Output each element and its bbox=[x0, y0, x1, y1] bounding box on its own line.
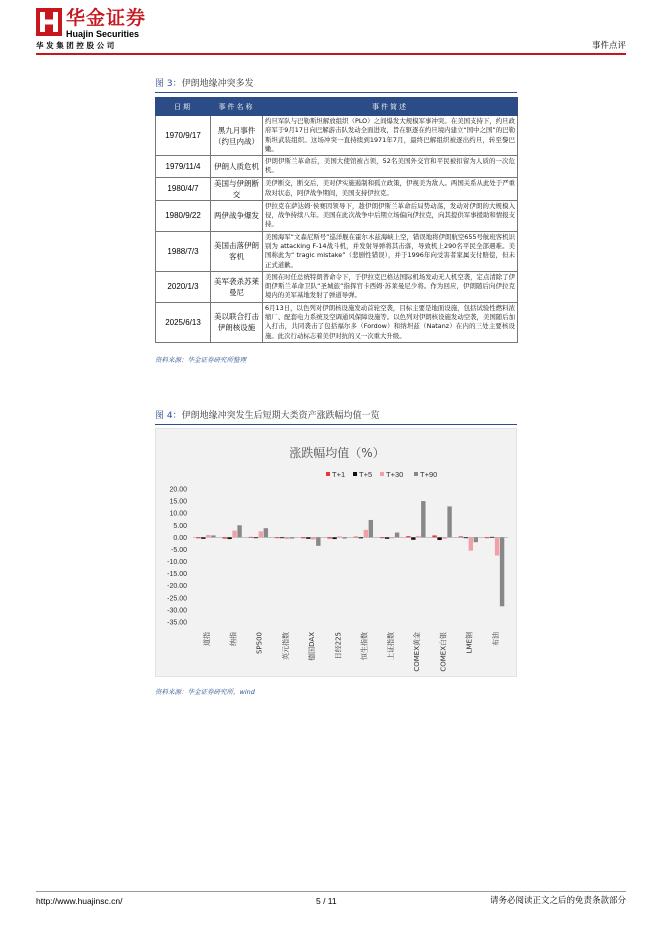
bar-tplus30 bbox=[390, 537, 394, 538]
bar-tplus90 bbox=[264, 528, 268, 537]
huajin-logo-icon bbox=[36, 8, 62, 36]
bar-tplus30 bbox=[337, 536, 341, 537]
bar-tplus30 bbox=[259, 531, 263, 537]
footer-url[interactable]: http://www.huajinsc.cn/ bbox=[36, 896, 123, 906]
y-tick-label: 10.00 bbox=[169, 510, 187, 518]
bar-tplus30 bbox=[495, 537, 499, 555]
row-desc: 约旦军队与巴勒斯坦解放组织（PLO）之间爆发大规模军事冲突。在美国支持下，约旦政府军于9月17日向巴解游击队发动全面进攻，旨在驱逐在约旦境内建立“国中之国”的巴勒斯坦武装组织。这场冲突一直持续到1971年7月，最终巴解组织被逐出约旦，转至黎巴嫩。 bbox=[263, 116, 518, 156]
y-tick-label: 20.00 bbox=[169, 486, 187, 494]
x-category-label: SP500 bbox=[255, 632, 264, 655]
bar-tplus1 bbox=[485, 537, 489, 538]
figure4-title bbox=[155, 410, 380, 422]
row-desc: 伊朗伊斯兰革命后，美国大使馆被占领，52名美国外交官和平民被扣留为人质的一次危机。 bbox=[263, 156, 518, 178]
table-row bbox=[156, 271, 518, 302]
row-date: 1988/7/3 bbox=[156, 231, 211, 271]
y-tick-label: -15.00 bbox=[167, 571, 187, 579]
table-row bbox=[156, 231, 518, 271]
bar-tplus1 bbox=[301, 537, 305, 538]
row-desc: 伊拉克在萨达姆·侯赛因领导下，趁伊朗伊斯兰革命后局势动荡，发动对伊朗的大规模入侵，战争持续八年。美国在此次战争中后期立场偏向伊拉克，向其提供军事援助和情报支持。 bbox=[263, 200, 518, 231]
legend-swatch-tplus1 bbox=[326, 472, 330, 476]
y-tick-label: -5.00 bbox=[171, 546, 187, 554]
y-tick-label: -10.00 bbox=[167, 559, 187, 567]
figure4-source: 资料来源：华金证券研究所，wind bbox=[155, 688, 255, 696]
bar-tplus1 bbox=[249, 537, 253, 538]
bar-tplus90 bbox=[500, 537, 504, 606]
table-row bbox=[156, 116, 518, 156]
header-divider bbox=[36, 53, 626, 55]
bar-tplus30 bbox=[469, 537, 473, 550]
row-desc: 美伊断交，断交后，美对伊实施遏制和孤立政策，伊视美为敌人。两国关系从此处于严重敌对状态，阿伊战争期间，美国支持伊拉克。 bbox=[263, 177, 518, 200]
row-event: 美以联合打击伊朗核设施 bbox=[211, 302, 263, 342]
y-tick-label: -25.00 bbox=[167, 595, 187, 603]
bar-tplus90 bbox=[395, 533, 399, 538]
bar-tplus5 bbox=[490, 537, 494, 538]
document-type: 事件点评 bbox=[591, 41, 626, 51]
bar-tplus5 bbox=[306, 537, 310, 538]
company-tagline: 华发集团控股公司 bbox=[36, 41, 117, 50]
table-row bbox=[156, 156, 518, 178]
table-header-row bbox=[156, 98, 518, 116]
bar-tplus5 bbox=[411, 537, 415, 539]
bar-tplus1 bbox=[354, 537, 358, 538]
table-row bbox=[156, 177, 518, 200]
row-event: 美国击落伊朗客机 bbox=[211, 231, 263, 271]
asset-returns-chart bbox=[156, 429, 518, 678]
bar-tplus90 bbox=[237, 525, 241, 537]
row-date: 1980/9/22 bbox=[156, 200, 211, 231]
bar-tplus30 bbox=[442, 537, 446, 538]
bar-tplus1 bbox=[406, 536, 410, 537]
bar-tplus90 bbox=[316, 537, 320, 545]
chart-frame bbox=[155, 428, 517, 677]
x-category-label: LME铜 bbox=[465, 632, 474, 654]
figure3-label: 图 3： bbox=[155, 79, 182, 89]
bar-tplus1 bbox=[380, 537, 384, 538]
bar-tplus90 bbox=[474, 537, 478, 542]
x-category-label: COMEX黄金 bbox=[413, 632, 422, 672]
x-category-label: 英元指数 bbox=[281, 632, 290, 660]
x-category-label: 布油 bbox=[491, 632, 500, 646]
y-tick-label: -20.00 bbox=[167, 583, 187, 591]
bar-tplus5 bbox=[332, 537, 336, 539]
x-category-label: 道指 bbox=[203, 632, 212, 646]
row-date: 2020/1/3 bbox=[156, 271, 211, 302]
header-date: 日期 bbox=[156, 98, 211, 116]
bar-tplus90 bbox=[342, 537, 346, 538]
events-table bbox=[155, 97, 518, 343]
y-tick-label: 5.00 bbox=[173, 522, 187, 530]
bar-tplus5 bbox=[280, 537, 284, 538]
footer-divider bbox=[36, 891, 626, 892]
row-desc: 美国海军“文森尼斯号”巡洋舰在霍尔木兹海峡上空，错误地将伊朗航空655号航班客机识别为 attacking F-14战斗机，并发射导弹将其击落，导致机上290名平民全部遇难。美国称此为“ tragic mistake”（悲剧性错误），并于1996年向受害者家属支付赔偿，但未正式道歉。 bbox=[263, 231, 518, 271]
row-event: 黑九月事件（约旦内战） bbox=[211, 116, 263, 156]
bar-tplus1 bbox=[459, 536, 463, 537]
x-category-label: COMEX白银 bbox=[439, 632, 448, 672]
bar-tplus1 bbox=[222, 537, 226, 538]
bar-tplus1 bbox=[275, 537, 279, 538]
figure3-rule bbox=[155, 92, 517, 93]
row-desc: 美国在时任总统特朗普命令下，于伊拉克巴格达国际机场发动无人机空袭，定点清除了伊朗伊斯兰革命卫队“圣城旅”指挥官卡西姆·苏莱曼尼少将。作为回应，伊朗随后向伊拉克境内的美军基地发射了弹道导弹。 bbox=[263, 271, 518, 302]
logo-english-name: Huajin Securities bbox=[66, 29, 140, 39]
bar-tplus30 bbox=[232, 531, 236, 538]
figure3-title-text: 伊朗地缘冲突多发 bbox=[181, 79, 254, 89]
bar-tplus90 bbox=[211, 535, 215, 537]
figure4-title-text: 伊朗地缘冲突发生后短期大类资产涨跌幅均值一览 bbox=[181, 411, 380, 421]
logo-chinese-name: 华金证券 bbox=[66, 7, 147, 29]
bar-tplus5 bbox=[201, 537, 205, 538]
x-category-label: 上证指数 bbox=[386, 632, 395, 660]
row-event: 两伊战争爆发 bbox=[211, 200, 263, 231]
row-event: 美军袭杀苏莱曼尼 bbox=[211, 271, 263, 302]
bar-tplus30 bbox=[364, 530, 368, 537]
x-category-label: 日经225 bbox=[334, 632, 343, 660]
footer-disclaimer: 请务必阅读正文之后的免责条款部分 bbox=[489, 896, 626, 906]
bar-tplus5 bbox=[254, 537, 258, 538]
legend-label-tplus5: T+5 bbox=[359, 470, 373, 479]
bar-tplus30 bbox=[311, 537, 315, 539]
x-category-label: 德国DAX bbox=[308, 632, 317, 661]
table-row bbox=[156, 302, 518, 342]
bar-tplus5 bbox=[359, 537, 363, 538]
figure4-label: 图 4： bbox=[155, 411, 182, 421]
bar-tplus30 bbox=[416, 536, 420, 537]
bar-tplus90 bbox=[369, 520, 373, 537]
legend-label-tplus90: T+90 bbox=[420, 470, 438, 479]
legend-label-tplus30: T+30 bbox=[386, 470, 404, 479]
y-tick-label: -30.00 bbox=[167, 607, 187, 615]
figure4-rule bbox=[155, 424, 517, 425]
y-tick-label: 0.00 bbox=[173, 534, 187, 542]
row-date: 1979/11/4 bbox=[156, 156, 211, 178]
bar-tplus90 bbox=[290, 537, 294, 538]
bar-tplus1 bbox=[432, 535, 436, 537]
bar-tplus90 bbox=[421, 501, 425, 537]
x-category-label: 恒生指数 bbox=[360, 632, 369, 660]
row-desc: 6月13日，以色列对伊朗核设施发动首轮空袭，目标主要是地面设施，包括试验性燃料浓缩厂、配套电力系统及空调通风保障设施等。以色列对伊朗核设施发动空袭，美国随后加入打击，共同袭击了包括福尔多（Fordow）和纳坦兹（Natanz）在内的三处主要核设施。此次行动标志着美伊对抗的又一次重大升级。 bbox=[263, 302, 518, 342]
row-date: 1980/4/7 bbox=[156, 177, 211, 200]
figure3-source: 资料来源：华金证券研究所整理 bbox=[155, 356, 246, 364]
x-category-label: 纳指 bbox=[229, 632, 238, 646]
header-desc: 事件简述 bbox=[263, 98, 518, 116]
bar-tplus1 bbox=[196, 537, 200, 538]
legend-swatch-tplus30 bbox=[380, 472, 384, 476]
legend-swatch-tplus5 bbox=[353, 472, 357, 476]
row-event: 伊朗人质危机 bbox=[211, 156, 263, 178]
bar-tplus1 bbox=[327, 537, 331, 538]
row-event: 美国与伊朗断交 bbox=[211, 177, 263, 200]
bar-tplus5 bbox=[437, 537, 441, 540]
row-date: 1970/9/17 bbox=[156, 116, 211, 156]
legend-label-tplus1: T+1 bbox=[332, 470, 346, 479]
bar-tplus5 bbox=[227, 537, 231, 539]
bar-tplus30 bbox=[285, 537, 289, 539]
chart-title: 涨跌幅均值（%） bbox=[289, 446, 385, 460]
bar-tplus5 bbox=[385, 537, 389, 538]
y-tick-label: -35.00 bbox=[167, 619, 187, 627]
table-row bbox=[156, 200, 518, 231]
row-date: 2025/6/13 bbox=[156, 302, 211, 342]
bar-tplus30 bbox=[206, 535, 210, 537]
bar-tplus5 bbox=[464, 537, 468, 538]
legend-swatch-tplus90 bbox=[414, 472, 418, 476]
header-event: 事件名称 bbox=[211, 98, 263, 116]
bar-tplus90 bbox=[447, 506, 451, 537]
y-tick-label: 15.00 bbox=[169, 498, 187, 506]
figure3-title bbox=[155, 78, 254, 90]
page-number: 5 / 11 bbox=[316, 896, 337, 906]
